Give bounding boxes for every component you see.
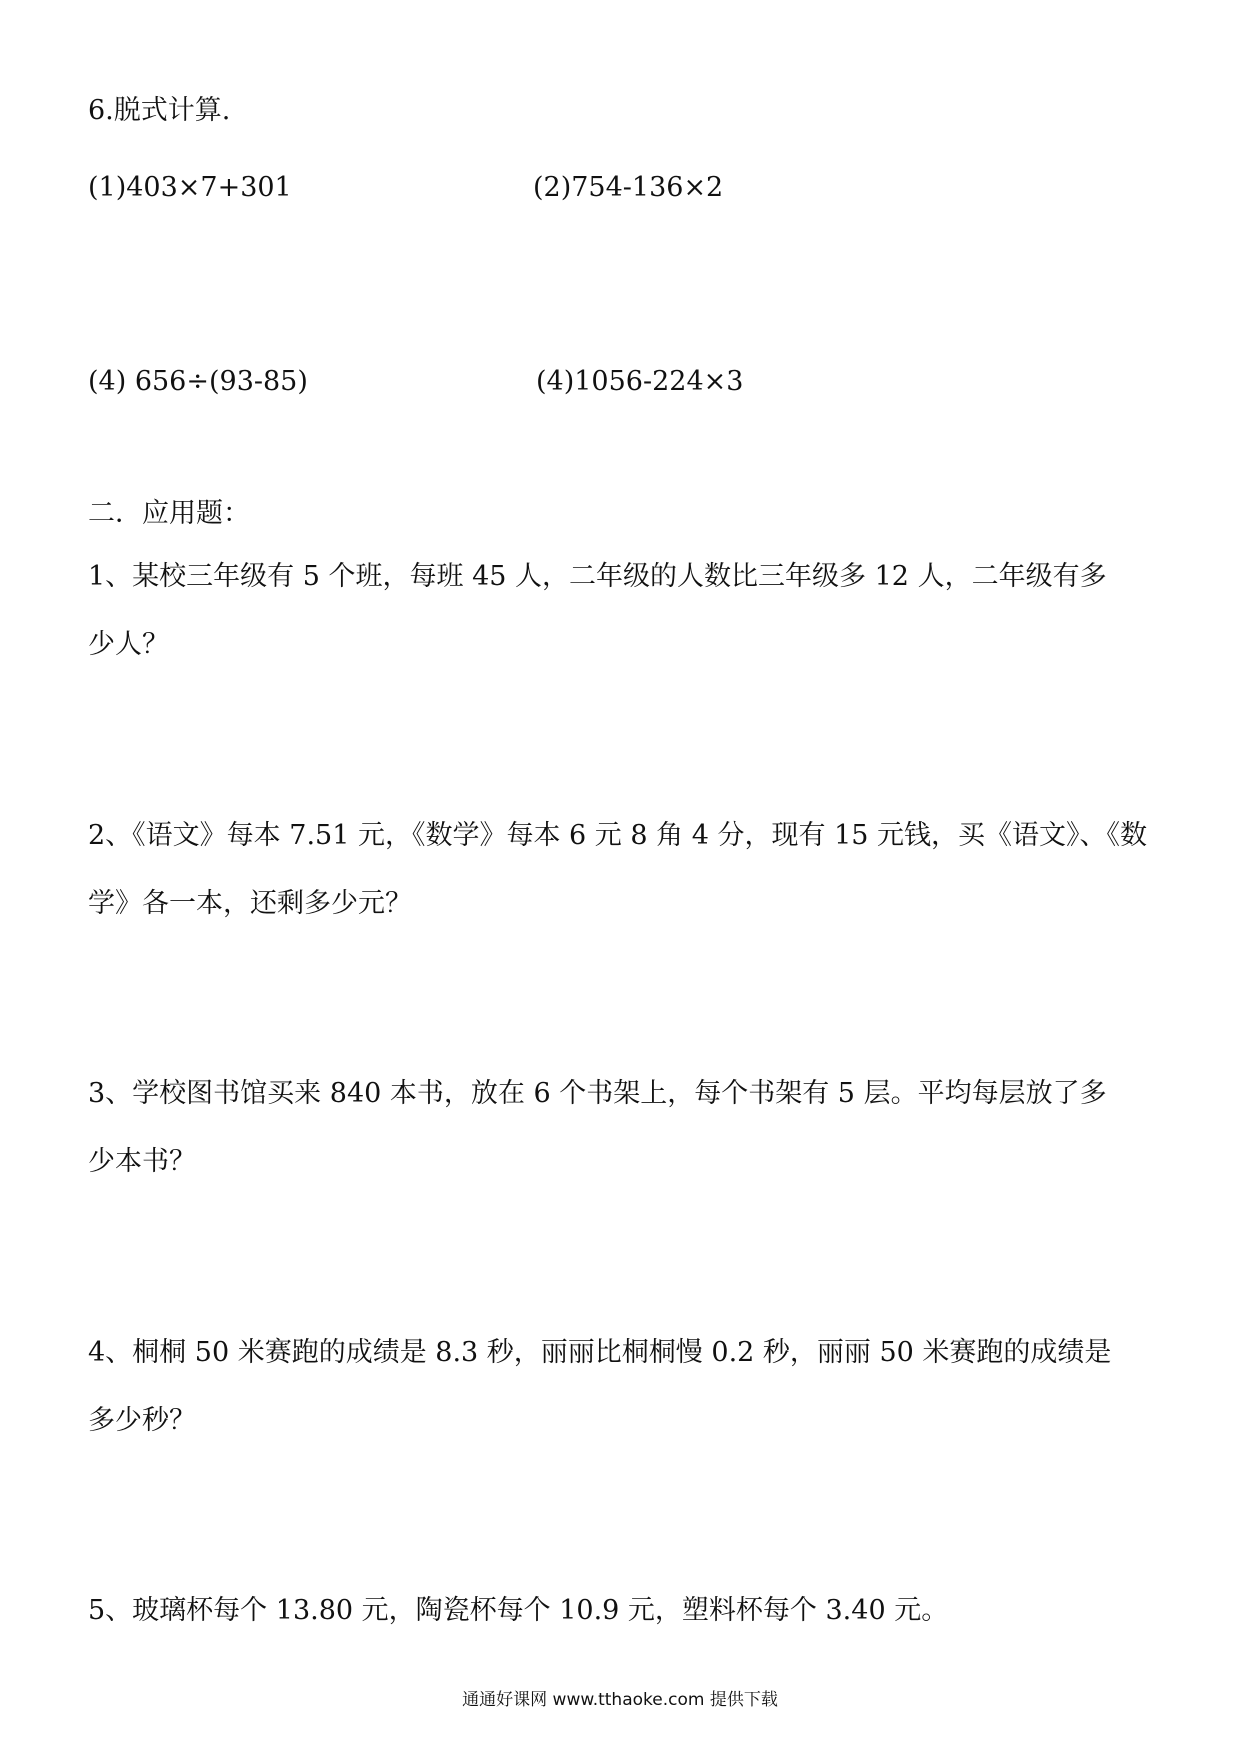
problem-1-line-1: 1、某校三年级有 5 个班，每班 45 人，二年级的人数比三年级多 12 人，二年级有多 xyxy=(88,561,1107,592)
calc-heading: 6.脱式计算. xyxy=(88,95,231,126)
problem-2-line-1: 2、《语文》每本 7.51 元，《数学》每本 6 元 8 角 4 分，现有 15 元钱，买《语文》、《数 xyxy=(88,820,1148,851)
calc-item-3: (4) 656÷(93-85) xyxy=(88,366,308,397)
problem-2-line-2: 学》各一本，还剩多少元？ xyxy=(88,888,412,919)
problem-4-line-1: 4、桐桐 50 米赛跑的成绩是 8.3 秒，丽丽比桐桐慢 0.2 秒，丽丽 50 米赛跑的成绩是 xyxy=(88,1337,1112,1368)
calc-item-4: (4)1056-224×3 xyxy=(536,366,744,397)
problem-3-line-2: 少本书？ xyxy=(88,1146,196,1177)
problem-1-line-2: 少人？ xyxy=(88,629,169,660)
calc-item-1: (1)403×7+301 xyxy=(88,172,292,203)
problem-3-line-1: 3、学校图书馆买来 840 本书，放在 6 个书架上，每个书架有 5 层。平均每层放了多 xyxy=(88,1078,1107,1109)
calc-item-2: (2)754-136×2 xyxy=(533,172,724,203)
footer-source: 通通好课网 www.tthaoke.com 提供下载 xyxy=(462,1690,778,1710)
applied-heading: 二．应用题： xyxy=(88,498,250,529)
problem-4-line-2: 多少秒？ xyxy=(88,1405,196,1436)
problem-5-line-1: 5、玻璃杯每个 13.80 元，陶瓷杯每个 10.9 元，塑料杯每个 3.40 元。 xyxy=(88,1595,949,1626)
